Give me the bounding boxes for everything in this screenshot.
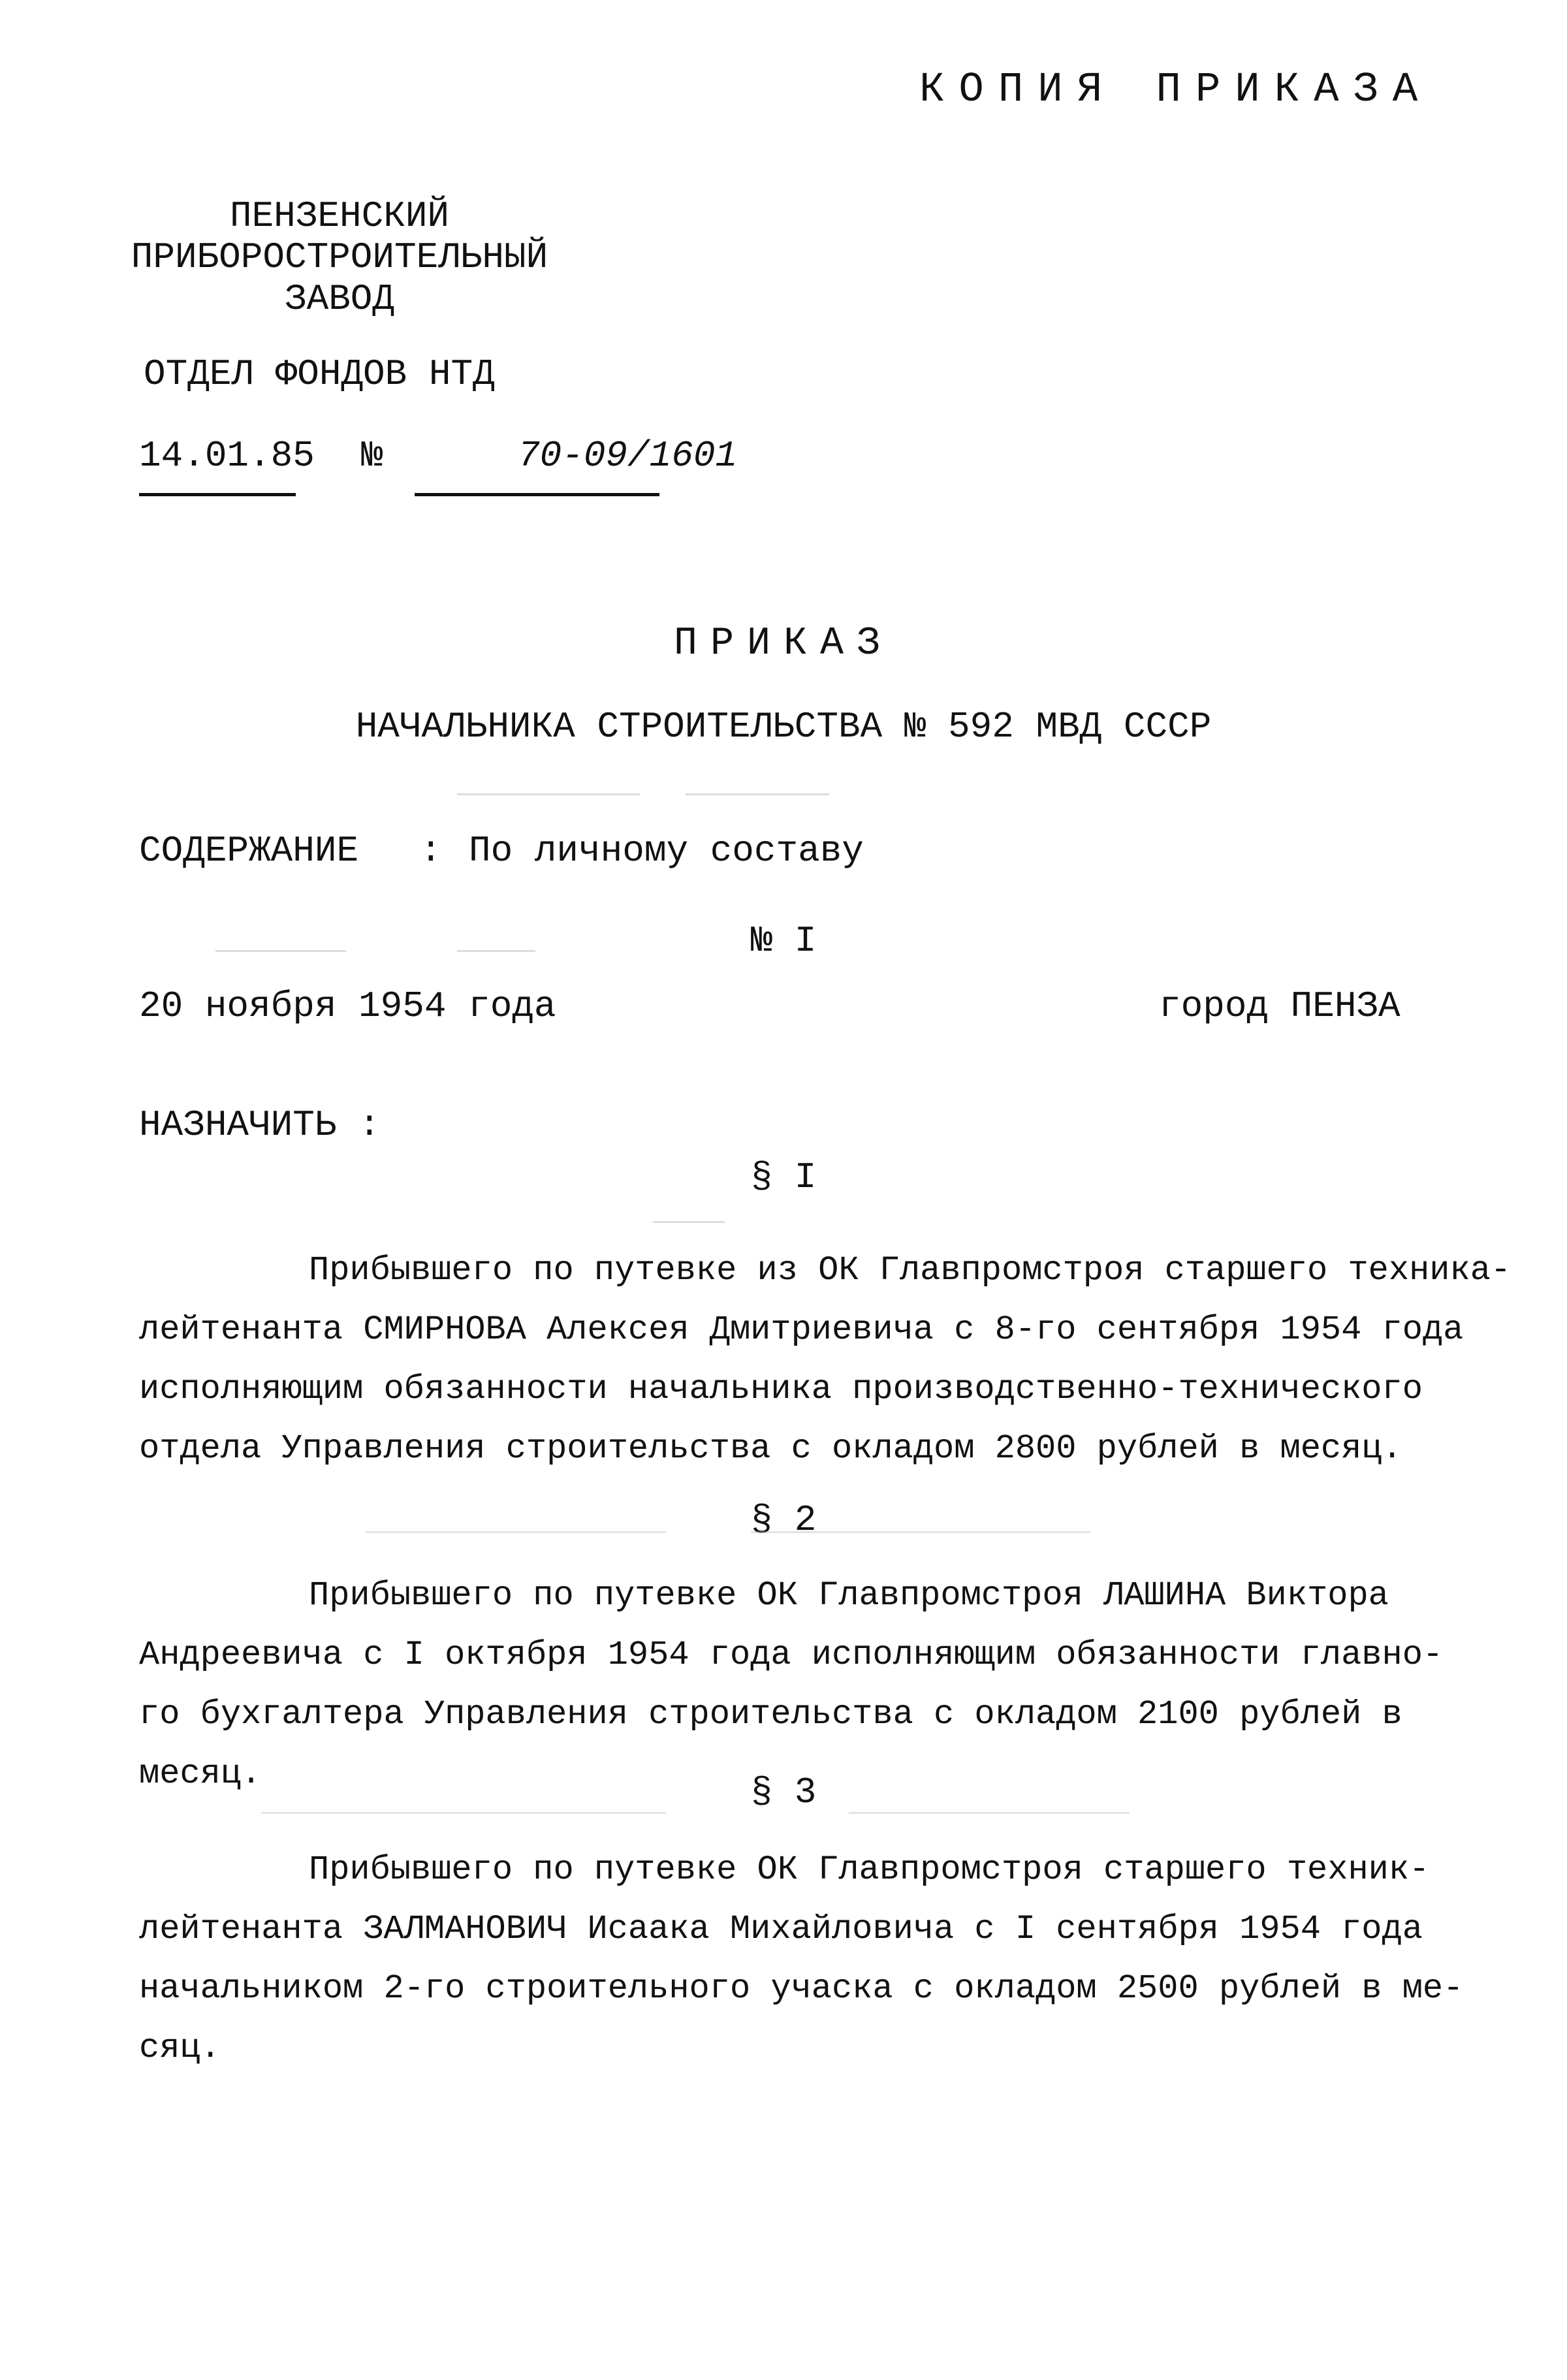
section-mark: § I	[750, 1156, 817, 1198]
organization-block	[118, 196, 562, 320]
order-action: НАЗНАЧИТЬ :	[139, 1104, 381, 1146]
content-label: СОДЕРЖАНИЕ	[139, 830, 359, 872]
order-number: № I	[750, 920, 817, 962]
reference-number-sign: №	[361, 435, 383, 477]
scan-speck	[686, 793, 829, 795]
paragraph-line: лейтенанта СМИРНОВА Алексея Дмитриевича с 8-го сентября 1954 года	[139, 1310, 1464, 1349]
section-paragraph	[139, 1840, 1536, 2078]
organization-line: ПЕНЗЕНСКИЙ	[229, 195, 450, 237]
scan-speck	[849, 1812, 1130, 1814]
reference-line	[139, 434, 737, 478]
section-paragraph	[139, 1241, 1536, 1478]
paragraph-line: отдела Управления строительства с окладом 2800 рублей в месяц.	[139, 1429, 1402, 1468]
paragraph-line: Прибывшего по путевке из ОК Главпромстроя старшего техника-	[309, 1251, 1512, 1290]
scan-speck	[751, 1531, 1090, 1533]
organization-line: ЗАВОД	[284, 278, 395, 320]
order-title: ПРИКАЗ	[673, 622, 894, 666]
document-copy-title: КОПИЯ ПРИКАЗА	[919, 67, 1432, 114]
paragraph-line: месяц.	[139, 1754, 262, 1793]
content-value: По личному составу	[469, 830, 864, 872]
scan-speck	[653, 1221, 725, 1223]
section-paragraph	[139, 1566, 1536, 1803]
content-separator: :	[420, 830, 442, 872]
scan-speck	[215, 950, 346, 952]
order-content-line	[139, 829, 864, 873]
order-date: 20 ноября 1954 года	[139, 985, 556, 1027]
order-city: город ПЕНЗА	[1159, 985, 1401, 1027]
paragraph-line: лейтенанта ЗАЛМАНОВИЧ Исаака Михайловича с I сентября 1954 года	[139, 1910, 1423, 1948]
paragraph-line: го бухгалтера Управления строительства с окладом 2100 рублей в	[139, 1695, 1402, 1734]
paragraph-line: Андреевича с I октября 1954 года исполняющим обязанности главно-	[139, 1636, 1444, 1674]
order-subtitle: НАЧАЛЬНИКА СТРОИТЕЛЬСТВА № 592 МВД СССР	[355, 706, 1212, 748]
department-name: ОТДЕЛ ФОНДОВ НТД	[144, 353, 495, 395]
reference-date-underline	[139, 493, 296, 496]
reference-number: 70-09/1601	[518, 435, 738, 477]
reference-date: 14.01.85	[139, 435, 315, 477]
section-mark: § 3	[750, 1771, 817, 1813]
scan-speck	[457, 793, 640, 795]
scan-speck	[261, 1812, 666, 1814]
paragraph-line: Прибывшего по путевке ОК Главпромстроя старшего техник-	[309, 1850, 1430, 1889]
scan-speck	[366, 1531, 666, 1533]
paragraph-line: исполняющим обязанности начальника производственно-технического	[139, 1370, 1423, 1408]
section-mark: § 2	[750, 1499, 817, 1541]
paragraph-line: сяц.	[139, 2029, 221, 2067]
paragraph-line: Прибывшего по путевке ОК Главпромстроя ЛАШИНА Виктора	[309, 1576, 1389, 1615]
paragraph-line: начальником 2-го строительного учаска с окладом 2500 рублей в ме-	[139, 1969, 1464, 2008]
organization-line: ПРИБОРОСТРОИТЕЛЬНЫЙ	[131, 236, 548, 279]
reference-number-underline	[415, 493, 659, 496]
scan-speck	[457, 950, 535, 952]
